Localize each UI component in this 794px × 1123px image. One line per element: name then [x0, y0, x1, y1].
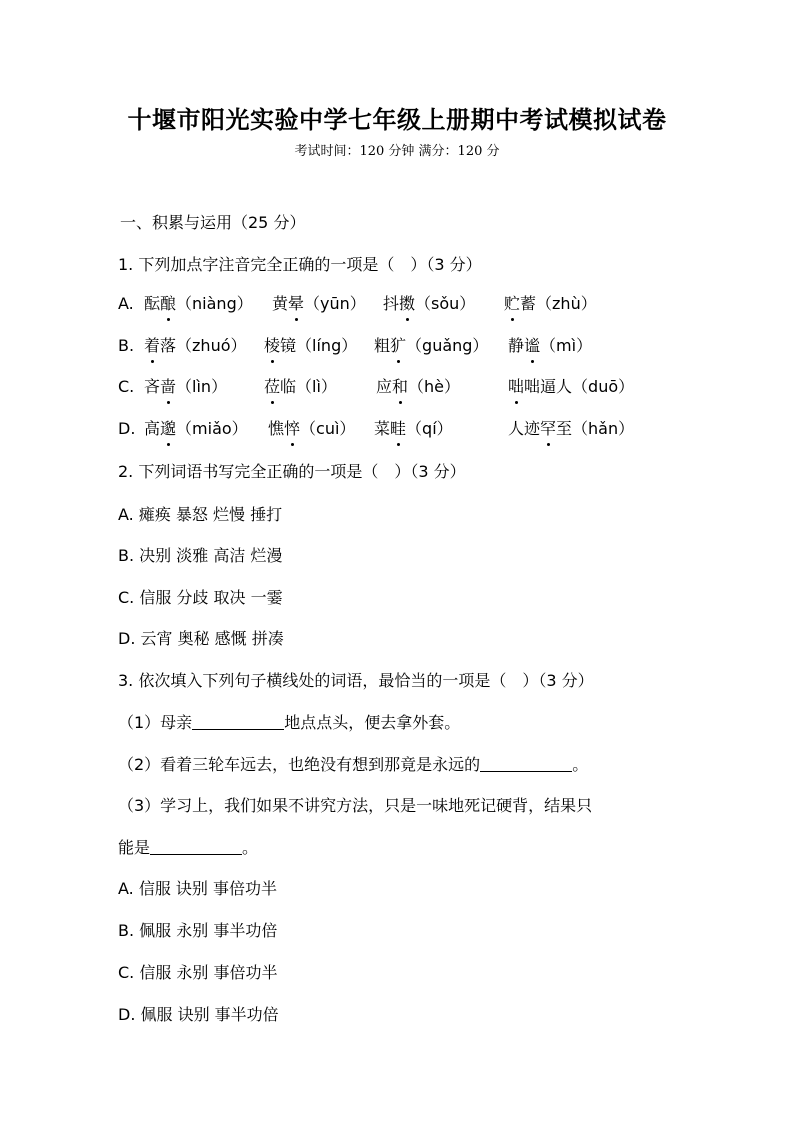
pinyin: （zhuó） [176, 336, 247, 355]
pinyin: （líng） [296, 336, 358, 355]
sentence-text: 。 [242, 838, 259, 857]
sentence-text: 地点点头，便去拿外套。 [284, 713, 461, 732]
word-text: 高 [144, 419, 161, 438]
sentence-text: 能是 [118, 838, 151, 857]
dotted-char: 罕 [540, 419, 557, 438]
question-3-sentence-1 [118, 712, 698, 734]
dotted-char: 咄 [508, 377, 525, 396]
pinyin: （miǎo） [176, 419, 248, 438]
pinyin: 至（hǎn） [556, 419, 635, 438]
word-text: 酝 [144, 294, 161, 313]
word-text: 蓄 [520, 294, 537, 313]
dotted-char: 酿 [160, 294, 177, 313]
dotted-char: 贮 [504, 294, 521, 313]
question-3-stem: 3. 依次填入下列句子横线处的词语，最恰当的一项是（ ）（3 分） [118, 671, 594, 690]
word-text: 菜 [374, 419, 391, 438]
option-label: C. [118, 377, 135, 396]
dotted-char: 和 [392, 377, 409, 396]
dotted-char: 畦 [390, 419, 407, 438]
word-text: 吝 [144, 377, 161, 396]
question-1-option-b [118, 335, 698, 357]
answer-blank [480, 755, 572, 772]
question-3-option-c: C. 信服 永别 事倍功半 [118, 963, 278, 982]
dotted-char: 谧 [524, 336, 541, 355]
word-text: 咄逼人 [524, 377, 573, 396]
dotted-char: 犷 [390, 336, 407, 355]
dotted-char: 棱 [264, 336, 281, 355]
exam-subtitle: 考试时间：120 分钟 满分：120 分 [294, 144, 500, 159]
dotted-char: 邈 [160, 419, 177, 438]
pinyin: （sǒu） [415, 294, 476, 313]
dotted-char: 啬 [160, 377, 177, 396]
question-3-option-d: D. 佩服 诀别 事半功倍 [118, 1005, 279, 1024]
option-label: A. [118, 294, 134, 313]
pinyin: （duō） [572, 377, 635, 396]
question-2-option-b: B. 决别 淡雅 高洁 烂漫 [118, 546, 283, 565]
question-1-option-c [118, 376, 698, 398]
word-text: 粗 [374, 336, 391, 355]
dotted-char: 着 [144, 336, 161, 355]
question-2-option-c: C. 信服 分歧 取决 一霎 [118, 588, 283, 607]
question-3-sentence-2 [118, 754, 698, 776]
question-3-sentence-3-cont [118, 837, 698, 859]
dotted-char: 莅 [264, 377, 281, 396]
sentence-text: （1）母亲 [118, 713, 193, 732]
word-text: 抖 [383, 294, 400, 313]
pinyin: （cuì） [300, 419, 356, 438]
question-2-option-a: A. 瘫痪 暴怒 烂慢 捶打 [118, 505, 283, 524]
question-3-option-b: B. 佩服 永别 事半功倍 [118, 921, 278, 940]
question-2-stem: 2. 下列词语书写完全正确的一项是（ ）（3 分） [118, 462, 466, 481]
question-1-stem: 1. 下列加点字注音完全正确的一项是（ ）（3 分） [118, 255, 482, 274]
question-1-option-d [118, 418, 698, 440]
word-text: 静 [508, 336, 525, 355]
dotted-char: 晕 [288, 294, 305, 313]
option-label: D. [118, 419, 136, 438]
word-text: 镜 [280, 336, 297, 355]
word-text: 落 [160, 336, 177, 355]
pinyin: （qí） [406, 419, 453, 438]
sentence-text: （2）看着三轮车远去，也绝没有想到那竟是永远的 [118, 755, 481, 774]
exam-title: 十堰市阳光实验中学七年级上册期中考试模拟试卷 [127, 105, 667, 134]
word-text: 人迹 [508, 419, 541, 438]
question-3-option-a: A. 信服 诀别 事倍功半 [118, 879, 278, 898]
pinyin: （hè） [408, 377, 461, 396]
sentence-text: 。 [572, 755, 589, 774]
answer-blank [192, 713, 284, 730]
pinyin: （lì） [296, 377, 337, 396]
question-2-option-d: D. 云宵 奥秘 感慨 拼凑 [118, 629, 284, 648]
question-1-option-a [118, 293, 698, 315]
word-text: 应 [376, 377, 393, 396]
pinyin: （guǎng） [406, 336, 489, 355]
answer-blank [150, 838, 242, 855]
option-label: B. [118, 336, 135, 355]
pinyin: （lìn） [176, 377, 228, 396]
dotted-char: 悴 [284, 419, 301, 438]
word-text: 憔 [268, 419, 285, 438]
word-text: 黄 [272, 294, 289, 313]
pinyin: （yūn） [304, 294, 366, 313]
dotted-char: 擞 [399, 294, 416, 313]
pinyin: （niàng） [176, 294, 253, 313]
word-text: 临 [280, 377, 297, 396]
pinyin: （zhù） [536, 294, 597, 313]
pinyin: （mì） [540, 336, 593, 355]
section-heading: 一、积累与运用（25 分） [120, 213, 306, 232]
question-3-sentence-3: （3）学习上，我们如果不讲究方法，只是一味地死记硬背，结果只 [118, 796, 593, 815]
